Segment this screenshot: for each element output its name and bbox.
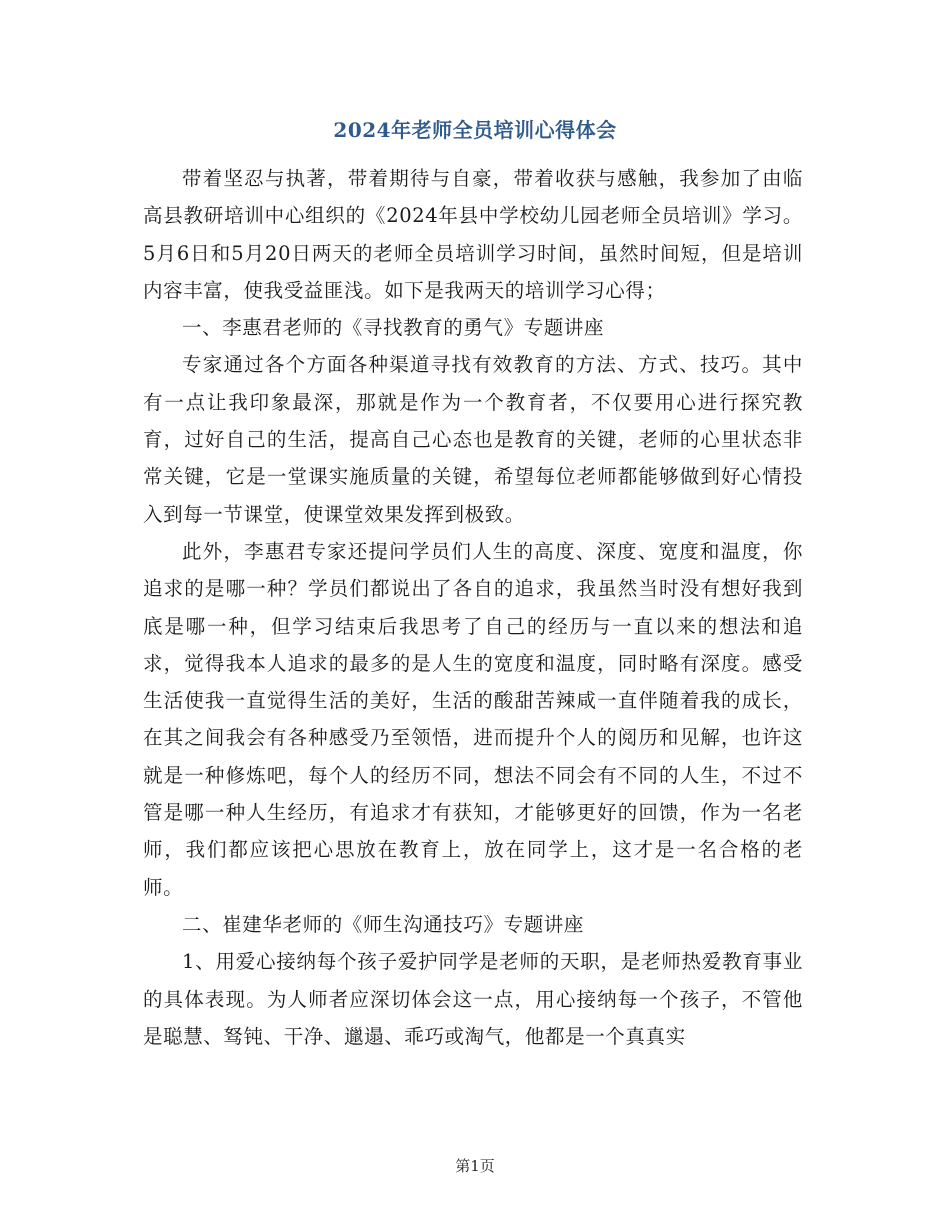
paragraph-section-1-continued: 此外，李惠君专家还提问学员们人生的高度、深度、宽度和温度，你追求的是哪一种？学员们都说出了各自的追求，我虽然当时没有想好我到底是哪一种，但学习结束后我思考了自己的经历与一直以来的想法和追求，觉得我本人追求的最多的是人生的宽度和温度，同时略有深度。感受生活使我一直觉得生活的美好，生活的酸甜苦辣咸一直伴随着我的成长，在其之间我会有各种感受乃至领悟，进而提升个人的阅历和见解，也许这就是一种修炼吧，每个人的经历不同，想法不同会有不同的人生，不过不管是哪一种人生经历，有追求才有获知，才能够更好的回馈，作为一名老师，我们都应该把心思放在教育上，放在同学上，这才是一名合格的老师。 bbox=[143, 539, 803, 899]
section-heading-2: 二、崔建华老师的《师生沟通技巧》专题讲座 bbox=[182, 912, 585, 936]
paragraph-section-2: 1、用爱心接纳每个孩子爱护同学是老师的天职，是老师热爱教育事业的具体表现。为人师者应深切体会这一点，用心接纳每一个孩子，不管他是聪慧、驽钝、干净、邋遢、乖巧或淘气，他都是一个真真实 bbox=[143, 950, 803, 1048]
document-body bbox=[143, 160, 803, 1055]
document-title: 2024年老师全员培训心得体会 bbox=[333, 118, 617, 142]
page-number: 第1页 bbox=[455, 1157, 495, 1175]
paragraph-intro: 带着坚忍与执著，带着期待与自豪，带着收获与感触，我参加了由临高县教研培训中心组织的《2024年县中学校幼儿园老师全员培训》学习。5月6日和5月20日两天的老师全员培训学习时间，虽然时间短，但是培训内容丰富，使我受益匪浅。如下是我两天的培训学习心得； bbox=[143, 167, 803, 302]
paragraph-section-1: 专家通过各个方面各种渠道寻找有效教育的方法、方式、技巧。其中有一点让我印象最深，那就是作为一个教育者，不仅要用心进行探究教育，过好自己的生活，提高自己心态也是教育的关键，老师的心里状态非常关键，它是一堂课实施质量的关键，希望每位老师都能够做到好心情投入到每一节课堂，使课堂效果发挥到极致。 bbox=[143, 353, 803, 526]
section-heading-1: 一、李惠君老师的《寻找教育的勇气》专题讲座 bbox=[182, 316, 605, 340]
